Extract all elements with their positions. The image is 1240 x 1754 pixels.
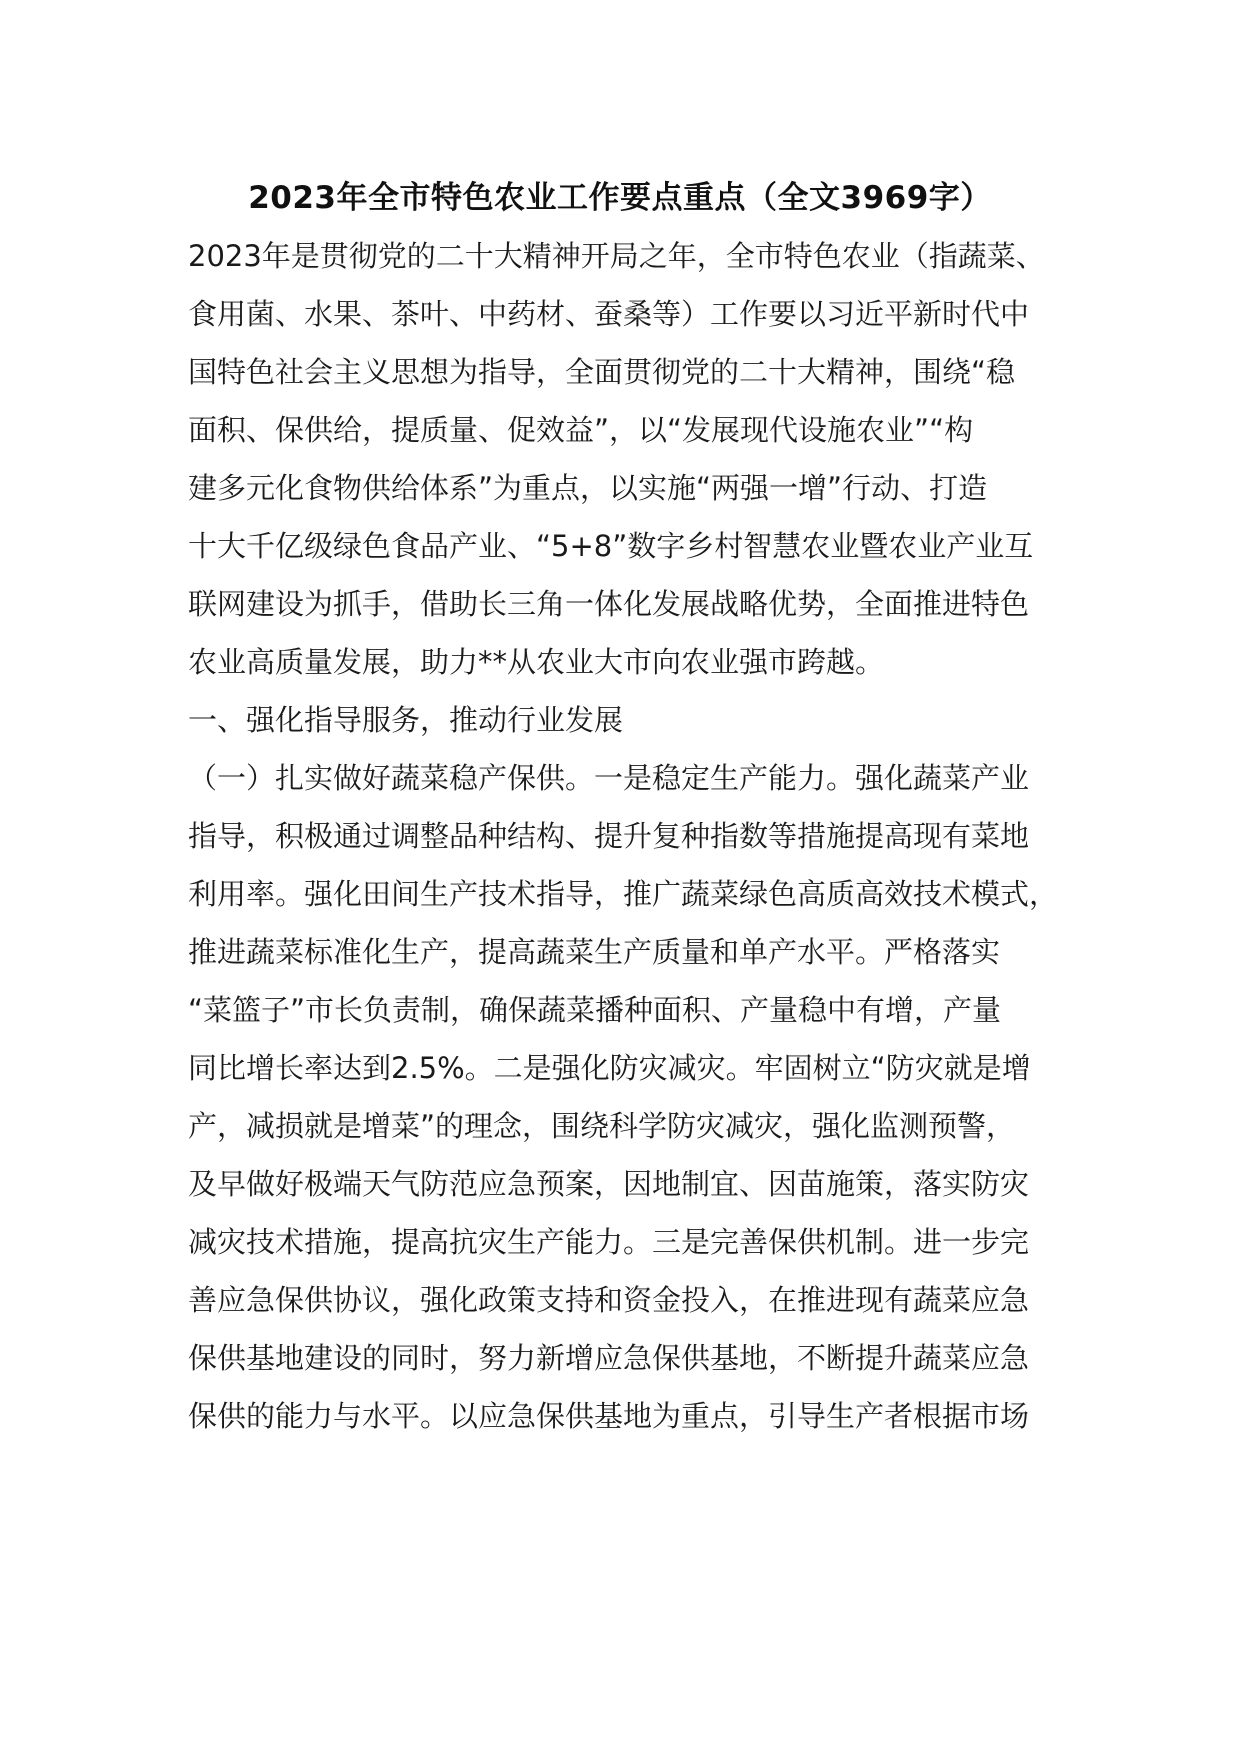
body-line: （一）扎实做好蔬菜稳产保供。一是稳定生产能力。强化蔬菜产业 bbox=[188, 761, 1030, 795]
body-line: 保供的能力与水平。以应急保供基地为重点，引导生产者根据市场 bbox=[188, 1399, 1030, 1433]
body-line: 利用率。强化田间生产技术指导，推广蔬菜绿色高质高效技术模式， bbox=[188, 877, 1059, 911]
body-line: 食用菌、水果、茶叶、中药材、蚕桑等）工作要以习近平新时代中 bbox=[188, 297, 1030, 331]
body-line: 国特色社会主义思想为指导，全面贯彻党的二十大精神，围绕“稳 bbox=[188, 355, 1016, 389]
body-line: 产，减损就是增菜”的理念，围绕科学防灾减灾，强化监测预警， bbox=[188, 1109, 1016, 1143]
body-line: 联网建设为抓手，借助长三角一体化发展战略优势，全面推进特色 bbox=[188, 587, 1030, 621]
body-line: 十大千亿级绿色食品产业、“5+8”数字乡村智慧农业暨农业产业互 bbox=[188, 529, 1034, 563]
body-line: 2023年是贯彻党的二十大精神开局之年，全市特色农业（指蔬菜、 bbox=[188, 239, 1045, 273]
body-line: 推进蔬菜标准化生产，提高蔬菜生产质量和单产水平。严格落实 bbox=[188, 935, 1001, 969]
body-line: 善应急保供协议，强化政策支持和资金投入，在推进现有蔬菜应急 bbox=[188, 1283, 1030, 1317]
body-line: 同比增长率达到2.5%。二是强化防灾减灾。牢固树立“防灾就是增 bbox=[188, 1051, 1031, 1085]
section-heading: 一、强化指导服务，推动行业发展 bbox=[188, 703, 624, 737]
body-line: 面积、保供给，提质量、促效益”，以“发展现代设施农业”“构 bbox=[188, 413, 974, 447]
document-title: 2023年全市特色农业工作要点重点（全文3969字） bbox=[248, 180, 992, 216]
body-line: 及早做好极端天气防范应急预案，因地制宜、因苗施策，落实防灾 bbox=[188, 1167, 1030, 1201]
body-line: “菜篮子”市长负责制，确保蔬菜播种面积、产量稳中有增，产量 bbox=[188, 993, 1002, 1027]
body-line: 农业高质量发展，助力**从农业大市向农业强市跨越。 bbox=[188, 645, 885, 679]
body-line: 指导，积极通过调整品种结构、提升复种指数等措施提高现有菜地 bbox=[188, 819, 1030, 853]
body-line: 保供基地建设的同时，努力新增应急保供基地，不断提升蔬菜应急 bbox=[188, 1341, 1030, 1375]
body-line: 建多元化食物供给体系”为重点，以实施“两强一增”行动、打造 bbox=[188, 471, 988, 505]
body-line: 减灾技术措施，提高抗灾生产能力。三是完善保供机制。进一步完 bbox=[188, 1225, 1030, 1259]
